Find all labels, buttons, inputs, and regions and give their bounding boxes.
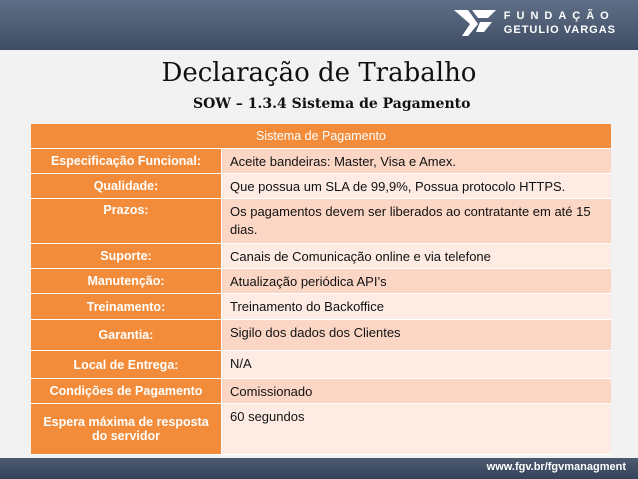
row-label: Treinamento: xyxy=(31,294,222,319)
table-row xyxy=(31,404,611,455)
footer-url: www.fgv.br/fgvmanagment xyxy=(486,461,626,473)
row-label: Suporte: xyxy=(31,244,222,268)
table-row xyxy=(31,320,611,351)
logo-line1: FUNDAÇÃO xyxy=(503,10,615,22)
row-label: Local de Entrega: xyxy=(31,351,222,378)
table-row xyxy=(31,379,611,404)
row-value: Canais de Comunicação online e via telefone xyxy=(222,244,611,268)
row-value: N/A xyxy=(222,351,611,378)
table-row xyxy=(31,294,611,320)
table-row xyxy=(31,351,611,379)
row-value: Sigilo dos dados dos Clientes xyxy=(222,320,611,350)
row-value: Atualização periódica API’s xyxy=(222,269,611,293)
row-value: Que possua um SLA de 99,9%, Possua protocolo HTTPS. xyxy=(222,174,611,198)
table-row xyxy=(31,199,611,244)
row-value: Aceite bandeiras: Master, Visa e Amex. xyxy=(222,149,611,173)
page-subtitle: SOW – 1.3.4 Sistema de Pagamento xyxy=(193,96,471,112)
row-value: Treinamento do Backoffice xyxy=(222,294,611,319)
table-row xyxy=(31,174,611,199)
table-row xyxy=(31,244,611,269)
row-label: Prazos: xyxy=(31,199,222,243)
table-row xyxy=(31,149,611,174)
row-label: Manutenção: xyxy=(31,269,222,293)
row-label: Espera máxima de resposta do servidor xyxy=(31,404,222,454)
row-label: Condições de Pagamento xyxy=(31,379,222,403)
sow-table xyxy=(31,124,611,455)
row-value: Comissionado xyxy=(222,379,611,403)
fgv-logo-icon xyxy=(454,6,496,40)
fgv-logo xyxy=(454,6,616,40)
logo-line2: GETULIO VARGAS xyxy=(503,24,616,36)
table-row xyxy=(31,269,611,294)
header-band xyxy=(0,0,638,50)
table-header: Sistema de Pagamento xyxy=(31,124,611,149)
row-value: 60 segundos xyxy=(222,404,611,454)
row-label: Garantia: xyxy=(31,320,222,350)
row-label: Qualidade: xyxy=(31,174,222,198)
row-value: Os pagamentos devem ser liberados ao contratante em até 15 dias. xyxy=(222,199,611,243)
footer-band xyxy=(0,458,638,479)
row-label: Especificação Funcional: xyxy=(31,149,222,173)
page-title: Declaração de Trabalho xyxy=(161,58,477,88)
